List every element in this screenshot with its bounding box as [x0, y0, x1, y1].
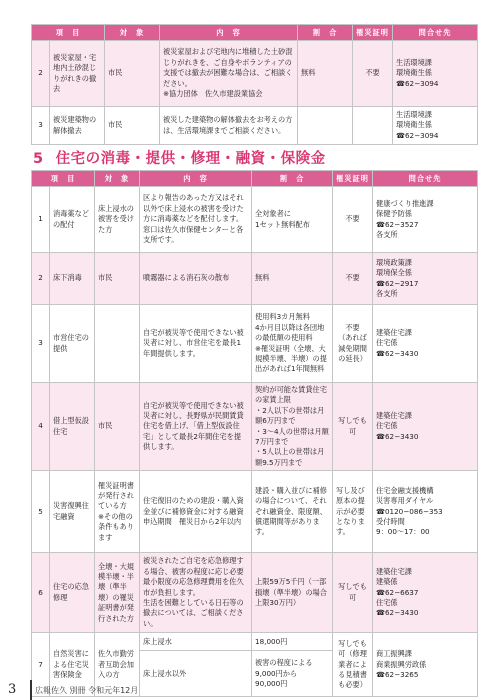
- row-target: 市民: [95, 253, 140, 305]
- row-contact: 環境政策課 環境保全係 ☎62−2917 各支所: [373, 253, 478, 305]
- row-target: 市民: [105, 41, 160, 107]
- table-row: [32, 107, 478, 145]
- row-item: 借上型仮設住宅: [50, 383, 95, 471]
- header-item: 項 目: [32, 171, 95, 187]
- table-row: [32, 633, 478, 651]
- row-ratio: 使用料3カ月無料 4か月目以降は各団地の最低額の使用料 ※罹災証明（全壊、大規模半壊、半壊）の提出があれば1年間無料: [252, 305, 333, 383]
- row-target: 市民: [95, 383, 140, 471]
- row-ratio: 無料: [298, 41, 353, 107]
- row-contact: 生活環境課 環境衛生係 ☎62−3094: [393, 107, 478, 145]
- row-ratio: 全対象者に 1セット無料配布: [252, 187, 333, 253]
- header-contact: 問合せ先: [393, 25, 478, 41]
- row-target: 罹災証明書が発行されている方 ※その他の条件もあります: [95, 471, 140, 553]
- row-item: 市営住宅の提供: [50, 305, 95, 383]
- row-ratio: 建設・購入並びに補修の場合について、それぞれ融資金、限度額、償還期間等があります。: [252, 471, 333, 553]
- row-item: 被災家屋・宅地内土砂混じりがれきの撤去: [50, 41, 105, 107]
- header-content: 内 容: [160, 25, 298, 41]
- row-content: 被災した建築物の解体撤去をお考えの方は、生活環境課までご相談ください。: [160, 107, 298, 145]
- row-contact: 商工振興課 商業振興労政係 ☎62−3265: [373, 633, 478, 697]
- row-number: 5: [32, 471, 50, 553]
- row-ratio: 無料: [252, 253, 333, 305]
- footer-label: 広報佐久 別冊 令和元年12月: [35, 686, 139, 695]
- row-target: [95, 305, 140, 383]
- row-number: 3: [32, 107, 50, 145]
- row-item: 災害復興住宅融資: [50, 471, 95, 553]
- header-item: 項 目: [32, 25, 105, 41]
- footer-divider: [30, 680, 32, 700]
- row-cert: [353, 107, 393, 145]
- row-number: 3: [32, 305, 50, 383]
- row-number: 1: [32, 187, 50, 253]
- row-ratio-a: 18,000円: [252, 633, 333, 651]
- row-content: 被災されたご自宅を応急修理する場合、被害の程度に応じ必要最小限度の応急修理費用を佐久市が負担します。 生活を困難としている日石等の撤去については、ご相談ください。: [140, 553, 252, 633]
- row-item: 被災建築物の解体撤去: [50, 107, 105, 145]
- row-cert: 不要: [333, 187, 373, 253]
- row-ratio: [298, 107, 353, 145]
- row-content: 被災家屋および宅地内に堆積した土砂混じりがれきを、ご自身やボランティアの支援では撤去が困難な場合は、ご相談ください。 ※協力団体 佐久市建設業協会: [160, 41, 298, 107]
- row-number: 6: [32, 553, 50, 633]
- row-contact: 建築住宅課 建築係 ☎62−6637 住宅係 ☎62−3430: [373, 553, 478, 633]
- row-cert: 写しでも可: [333, 553, 373, 633]
- support-table-5: [31, 170, 478, 697]
- row-contact: 建築住宅課 住宅係 ☎62−3430: [373, 305, 478, 383]
- row-ratio: 契約が可能な賃貸住宅の家賃上限 ・2人以下の世帯は月額6万円まで ・3〜4人の世帯は月額7万円まで ・5人以上の世帯は月額9.5万円まで: [252, 383, 333, 471]
- table-header: [32, 25, 478, 41]
- row-content-b: 床上浸水以外: [140, 651, 252, 697]
- header-cert: 罹災証明: [353, 25, 393, 41]
- row-ratio-b: 被害の程度による 9,000円から 90,000円: [252, 651, 333, 697]
- row-cert: 不要 （あれば減免期間の延長）: [333, 305, 373, 383]
- row-contact: 健康づくり推進課 保健予防係 ☎62−3527 各支所: [373, 187, 478, 253]
- row-target: 床上浸水の被害を受けた方: [95, 187, 140, 253]
- section-title: [33, 147, 326, 168]
- row-contact: 生活環境課 環境衛生係 ☎62−3094: [393, 41, 478, 107]
- row-item: 住宅の応急修理: [50, 553, 95, 633]
- header-content: 内 容: [140, 171, 252, 187]
- header-target: 対 象: [95, 171, 140, 187]
- row-cert: 写しでも可: [333, 383, 373, 471]
- table-row: [32, 187, 478, 253]
- row-content: 自宅が被災等で使用できない被災者に対し、長野県が民間賃貸住宅を借上げ、「借上型仮設住宅」として最長2年間住宅を提供します。: [140, 383, 252, 471]
- row-content: 区より報告のあった方又はそれ以外で床上浸水の被害を受けた方に消毒薬などを配付します。窓口は佐久市保健センターと各支所です。: [140, 187, 252, 253]
- row-item: 床下消毒: [50, 253, 95, 305]
- table-row: [32, 383, 478, 471]
- header-ratio: 割 合: [252, 171, 333, 187]
- row-content: 住宅復旧のための建設・購入資金並びに補修資金に対する融資 申込期間 罹災日から2年以内: [140, 471, 252, 553]
- table-row: [32, 253, 478, 305]
- row-content: 自宅が被災等で使用できない被災者に対し、市営住宅を最長1年間提供します。: [140, 305, 252, 383]
- row-item: 自然災害による住宅災害保険金: [50, 633, 95, 697]
- row-cert: 写し及び原本の提示が必要となります。: [333, 471, 373, 553]
- table-row: [32, 553, 478, 633]
- page-footer: [0, 680, 494, 700]
- section-number: 5: [33, 151, 44, 167]
- row-content-a: 床上浸水: [140, 633, 252, 651]
- row-number: 2: [32, 253, 50, 305]
- table-header: [32, 171, 478, 187]
- table-row: [32, 41, 478, 107]
- row-target: 市民: [105, 107, 160, 145]
- row-contact: 建築住宅課 住宅係 ☎62−3430: [373, 383, 478, 471]
- row-target: 全壊・大規模半壊・半壊（準半壊）の罹災証明書が発行された方: [95, 553, 140, 633]
- header-contact: 問合せ先: [373, 171, 478, 187]
- row-cert: 不要: [333, 253, 373, 305]
- support-table-4: [31, 24, 478, 145]
- row-number: 2: [32, 41, 50, 107]
- row-content: 噴霧器による消石灰の散布: [140, 253, 252, 305]
- table-row: [32, 305, 478, 383]
- header-ratio: 割 合: [298, 25, 353, 41]
- row-cert: 写しでも可（修理業者による見積書も必要）: [333, 633, 373, 697]
- table-row: [32, 471, 478, 553]
- header-cert: 罹災証明: [333, 171, 373, 187]
- row-target: 佐久市勤労者互助会加入の方: [95, 633, 140, 697]
- row-contact: 住宅金融支援機構 災害専用ダイヤル ☎0120−086−353 受付時間 9：00〜17：00: [373, 471, 478, 553]
- page-number: 3: [8, 682, 17, 697]
- section-text: 住宅の消毒・提供・修理・融資・保険金: [55, 151, 326, 167]
- row-item: 消毒薬などの配付: [50, 187, 95, 253]
- row-number: 7: [32, 633, 50, 697]
- row-ratio: 上限59万5千円（一部損壊（準半壊）の場合上限30万円）: [252, 553, 333, 633]
- row-cert: 不要: [353, 41, 393, 107]
- row-number: 4: [32, 383, 50, 471]
- header-target: 対 象: [105, 25, 160, 41]
